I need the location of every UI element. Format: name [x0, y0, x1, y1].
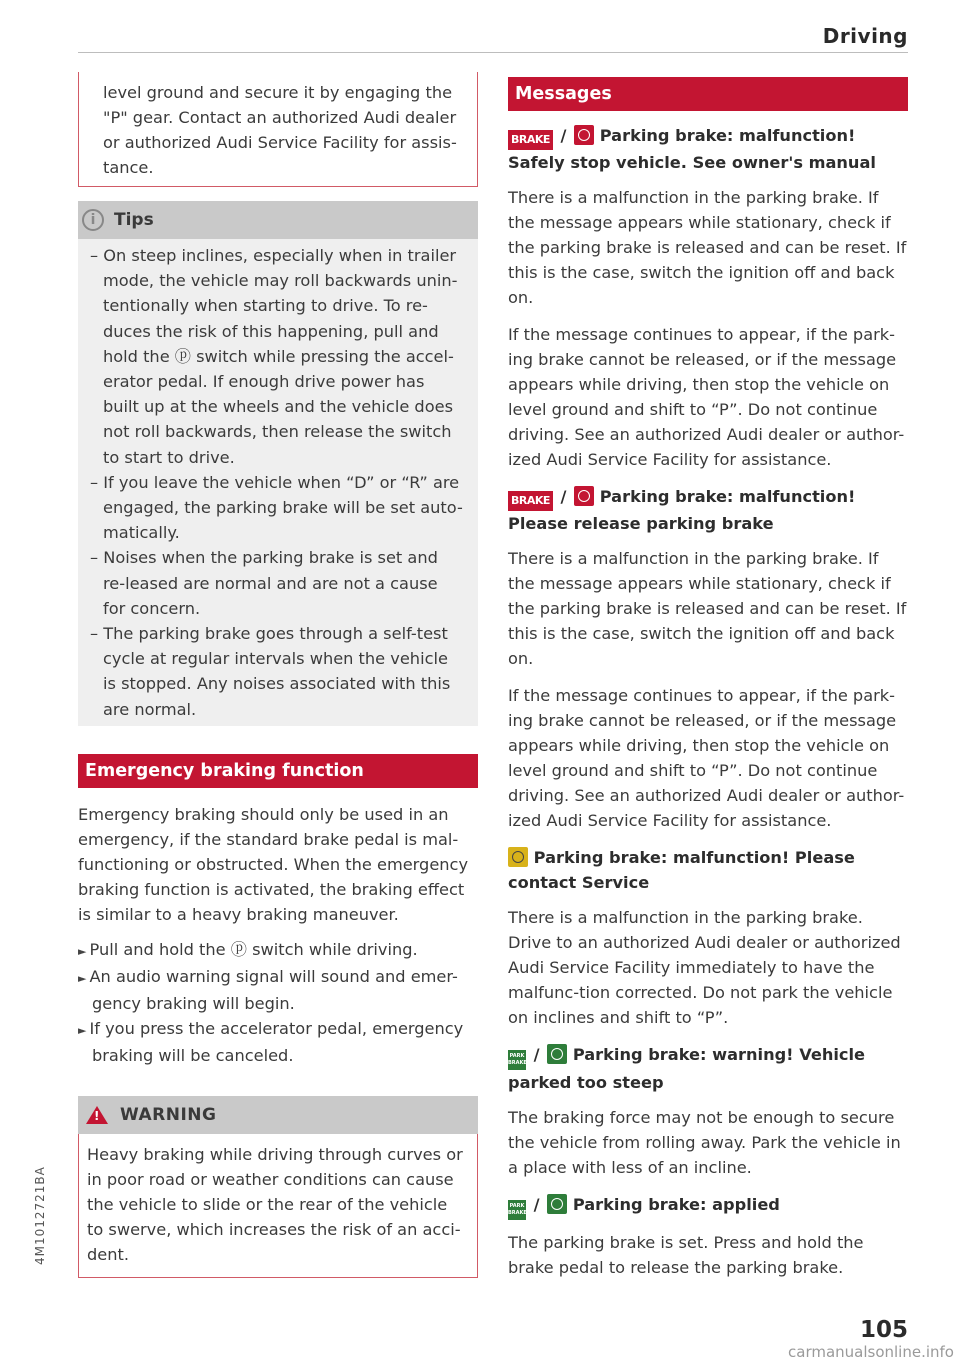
- parking-brake-red-icon: [574, 125, 594, 145]
- tip-item: – The parking brake goes through a self-test cycle at regular intervals when the vehicle is stopped. Any noises associated with this are normal.: [90, 624, 451, 719]
- tip-item: – On steep inclines, especially when in trailer mode, the vehicle may roll backwards unin-tentionally when starting to drive. To re-duces the risk of this happening, pull and hold the ⓟ switch while pressing the accel-erator pedal. If enough drive power has built up at the wheels and the vehicle does not roll backwards, then release the switch to start to drive.: [90, 246, 458, 467]
- step-item: ► Pull and hold the ⓟ switch while driving.: [78, 939, 418, 959]
- message-title: PARK BRAKE / Parking brake: warning! Vehicle parked too steep: [508, 1045, 866, 1092]
- message-title: Parking brake: malfunction! Please contact Service: [508, 848, 855, 892]
- message-paragraph: The parking brake is set. Press and hold the brake pedal to release the parking brake.: [508, 1233, 864, 1277]
- message-paragraph: If the message continues to appear, if the park-ing brake cannot be released, or if the message appears while driving, then stop the vehicle on level ground and shift to “P”. Do not continue driving. See an authorized Audi dealer or author-ized Audi Service Facility for assistance.: [508, 686, 905, 830]
- message-paragraph: There is a malfunction in the parking brake. If the message appears while stationary, check if the parking brake is released and can be reset. If this is the case, switch the ignition off and back on.: [508, 549, 907, 668]
- message-block: [508, 1042, 908, 1180]
- message-title: BRAKE / Parking brake: malfunction! Safely stop vehicle. See owner's manual: [508, 126, 876, 172]
- warning-continuation-text: level ground and secure it by engaging the "P" gear. Contact an authorized Audi dealer or authorized Audi Service Facility for assis-tance.: [103, 83, 457, 177]
- parking-brake-green-icon: [547, 1194, 567, 1214]
- tips-label: Tips: [114, 210, 154, 230]
- message-title: PARK BRAKE / Parking brake: applied: [508, 1192, 908, 1220]
- warning-triangle-icon: !: [86, 1106, 108, 1124]
- parking-brake-red-icon: [574, 486, 594, 506]
- watermark: carmanualsonline.info: [788, 1343, 954, 1361]
- message-paragraph: There is a malfunction in the parking brake. If the message appears while stationary, check if the parking brake is released and can be reset. If this is the case, switch the ignition off and back on.: [508, 188, 907, 307]
- message-block: [508, 1192, 908, 1280]
- message-block: [508, 484, 908, 833]
- right-column: [508, 77, 908, 1280]
- message-paragraph: There is a malfunction in the parking brake. Drive to an authorized Audi dealer or authorized Audi Service Facility immediately to have the malfunc-tion corrected. Do not park the vehicle on inclines and shift to “P”.: [508, 908, 901, 1027]
- message-paragraph: The braking force may not be enough to secure the vehicle from rolling away. Park the vehicle in a place with less of an incline.: [508, 1108, 901, 1177]
- emergency-steps: [78, 937, 478, 1068]
- parking-brake-green-icon: [547, 1044, 567, 1064]
- step-arrow-icon: ►: [78, 971, 87, 985]
- warning-continuation-box: [78, 72, 478, 187]
- page-header-title: Driving: [822, 24, 908, 48]
- step-item: ► If you press the accelerator pedal, emergency braking will be canceled.: [78, 1018, 464, 1065]
- page-number: 105: [859, 1317, 908, 1343]
- step-arrow-icon: ►: [78, 944, 87, 958]
- info-icon: i: [82, 209, 104, 231]
- warning-label: WARNING: [120, 1104, 217, 1125]
- messages-heading: Messages: [508, 77, 908, 111]
- warning-body: [78, 1134, 478, 1278]
- step-item: ► An audio warning signal will sound and emer-gency braking will begin.: [78, 966, 458, 1013]
- tip-item: – Noises when the parking brake is set and re-leased are normal and are not a cause for concern.: [90, 548, 438, 618]
- document-code: 4M1012721BA: [33, 1166, 47, 1265]
- brake-warning-icon: BRAKE: [508, 491, 553, 511]
- tips-body: [78, 239, 478, 726]
- warning-text: Heavy braking while driving through curves or in poor road or weather conditions can cause the vehicle to slide or the rear of the vehicle to swerve, which increases the risk of an acci-dent.: [87, 1144, 463, 1264]
- left-column: [78, 72, 478, 1278]
- tips-header: [78, 201, 478, 239]
- message-block: [508, 123, 908, 472]
- emergency-braking-heading: Emergency braking function: [78, 754, 478, 788]
- message-block: [508, 845, 908, 1030]
- tip-item: – If you leave the vehicle when “D” or “R” are engaged, the parking brake will be set auto-matically.: [90, 472, 463, 543]
- parking-brake-yellow-icon: [508, 847, 528, 867]
- message-paragraph: If the message continues to appear, if the park-ing brake cannot be released, or if the message appears while driving, then stop the vehicle on level ground and shift to “P”. Do not continue driving. See an authorized Audi dealer or author-ized Audi Service Facility for assistance.: [508, 325, 905, 469]
- header-rule: [78, 52, 908, 53]
- brake-warning-icon: BRAKE: [508, 130, 553, 150]
- warning-header: [78, 1096, 478, 1134]
- message-title: BRAKE / Parking brake: malfunction! Please release parking brake: [508, 487, 856, 533]
- emergency-intro: Emergency braking should only be used in an emergency, if the standard brake pedal is mal-functioning or obstructed. When the emergency braking function is activated, the braking effect is similar to a heavy braking maneuver.: [78, 804, 469, 924]
- step-arrow-icon: ►: [78, 1023, 87, 1037]
- park-brake-green-icon: PARK BRAKE: [508, 1050, 526, 1070]
- park-brake-green-icon: PARK BRAKE: [508, 1200, 526, 1220]
